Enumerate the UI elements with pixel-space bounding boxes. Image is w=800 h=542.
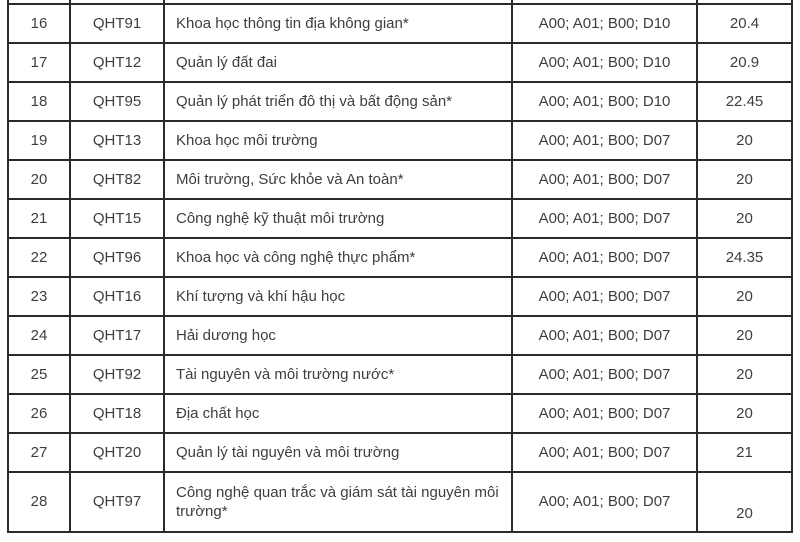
score-cell: 20: [697, 355, 792, 394]
program-name-cell: Khoa học và công nghệ thực phẩm*: [164, 238, 512, 277]
score-cell: 20.9: [697, 43, 792, 82]
table-row: [8, 316, 792, 355]
program-name-cell: Quản lý phát triển đô thị và bất động sản*: [164, 82, 512, 121]
table-row: [8, 43, 792, 82]
score-cell: 20: [697, 277, 792, 316]
table-row: [8, 160, 792, 199]
row-number-cell: 24: [8, 316, 70, 355]
exam-combination-cell: A00; A01; B00; D07: [512, 238, 697, 277]
row-number-cell: 28: [8, 472, 70, 532]
table-row: [8, 82, 792, 121]
score-cell: 20: [697, 121, 792, 160]
table-row: [8, 4, 792, 43]
exam-combination-cell: A00; A01; B00; D07: [512, 199, 697, 238]
program-code-cell: QHT16: [70, 277, 164, 316]
score-cell: 22.45: [697, 82, 792, 121]
row-number-cell: 16: [8, 4, 70, 43]
program-code-cell: QHT82: [70, 160, 164, 199]
program-code-cell: QHT97: [70, 472, 164, 532]
score-cell: 20.4: [697, 4, 792, 43]
row-number-cell: 19: [8, 121, 70, 160]
exam-combination-cell: A00; A01; B00; D07: [512, 355, 697, 394]
table-row: [8, 472, 792, 532]
table-row: [8, 394, 792, 433]
score-cell: 21: [697, 433, 792, 472]
exam-combination-cell: A00; A01; B00; D07: [512, 277, 697, 316]
program-code-cell: QHT96: [70, 238, 164, 277]
row-number-cell: 27: [8, 433, 70, 472]
program-code-cell: QHT13: [70, 121, 164, 160]
table-row: [8, 433, 792, 472]
exam-combination-cell: A00; A01; B00; D07: [512, 394, 697, 433]
row-number-cell: 22: [8, 238, 70, 277]
table-row: [8, 238, 792, 277]
program-code-cell: QHT18: [70, 394, 164, 433]
row-number-cell: 18: [8, 82, 70, 121]
table-row: [8, 121, 792, 160]
program-name-cell: Quản lý tài nguyên và môi trường: [164, 433, 512, 472]
program-code-cell: QHT95: [70, 82, 164, 121]
program-code-cell: QHT91: [70, 4, 164, 43]
program-code-cell: QHT17: [70, 316, 164, 355]
row-number-cell: 26: [8, 394, 70, 433]
row-number-cell: 17: [8, 43, 70, 82]
score-cell: 24.35: [697, 238, 792, 277]
program-code-cell: QHT92: [70, 355, 164, 394]
score-cell: 20: [697, 199, 792, 238]
program-name-cell: Khí tượng và khí hậu học: [164, 277, 512, 316]
program-code-cell: QHT20: [70, 433, 164, 472]
score-cell: 20: [697, 316, 792, 355]
score-cell: 20: [697, 472, 792, 532]
program-code-cell: QHT12: [70, 43, 164, 82]
score-cell: 20: [697, 394, 792, 433]
exam-combination-cell: A00; A01; B00; D07: [512, 472, 697, 532]
table-row: [8, 355, 792, 394]
exam-combination-cell: A00; A01; B00; D10: [512, 82, 697, 121]
program-name-cell: Địa chất học: [164, 394, 512, 433]
exam-combination-cell: A00; A01; B00; D07: [512, 121, 697, 160]
row-number-cell: 20: [8, 160, 70, 199]
program-name-cell: Khoa học thông tin địa không gian*: [164, 4, 512, 43]
exam-combination-cell: A00; A01; B00; D07: [512, 433, 697, 472]
row-number-cell: 21: [8, 199, 70, 238]
row-number-cell: 25: [8, 355, 70, 394]
program-name-cell: Công nghệ kỹ thuật môi trường: [164, 199, 512, 238]
program-name-cell: Công nghệ quan trắc và giám sát tài nguyên môi trường*: [164, 472, 512, 532]
exam-combination-cell: A00; A01; B00; D10: [512, 4, 697, 43]
exam-combination-cell: A00; A01; B00; D10: [512, 43, 697, 82]
table-row: [8, 199, 792, 238]
table-row: [8, 277, 792, 316]
program-name-cell: Khoa học môi trường: [164, 121, 512, 160]
row-number-cell: 23: [8, 277, 70, 316]
exam-combination-cell: A00; A01; B00; D07: [512, 160, 697, 199]
program-code-cell: QHT15: [70, 199, 164, 238]
score-cell: 20: [697, 160, 792, 199]
exam-combination-cell: A00; A01; B00; D07: [512, 316, 697, 355]
program-name-cell: Hải dương học: [164, 316, 512, 355]
program-name-cell: Quản lý đất đai: [164, 43, 512, 82]
program-name-cell: Môi trường, Sức khỏe và An toàn*: [164, 160, 512, 199]
admission-scores-table: [7, 0, 793, 533]
program-name-cell: Tài nguyên và môi trường nước*: [164, 355, 512, 394]
